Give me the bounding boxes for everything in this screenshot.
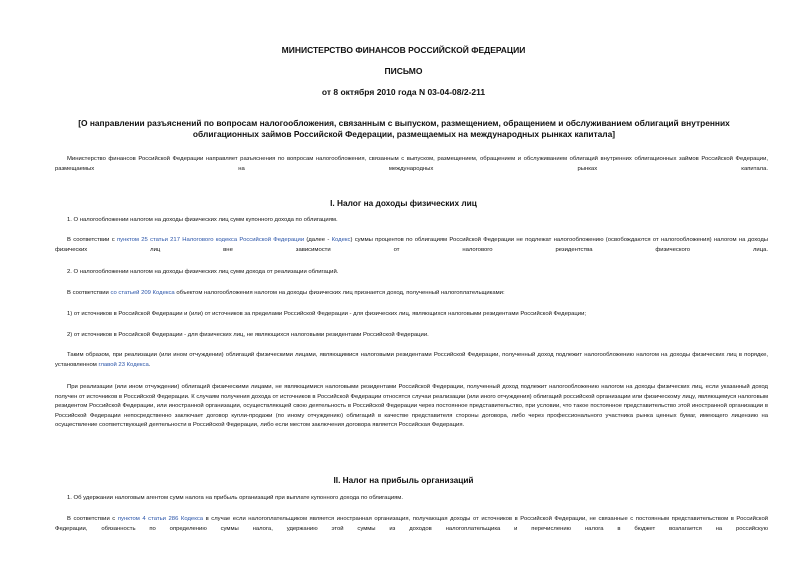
document-subject: [О направлении разъяснений по вопросам налогообложения, связанным с выпуском, размещением, обращением и обслуживанием облигаций внутренних облигационных займов Российской Федерации, размещаемых на международных рынках капитала] [78,118,730,139]
s1-paragraph-1: 1. О налогообложении налогом на доходы физических лиц сумм купонного дохода по облигациям. [67,217,338,223]
s2-paragraph-2: В соответствии с пунктом 4 статьи 286 Кодекса в случае если налогоплательщиком является иностранная организация, получающая доходы от источников в Российской Федерации, не связанные с постоянным представительством в Российской Федерации, обязанность по определению суммы налога, удержанию этой суммы из доходов налогоплательщика и перечислению налога в бюджет возлагается на российскую [55,516,769,532]
s1-paragraph-3: 2. О налогообложении налогом на доходы физических лиц сумм дохода от реализации облигаций. [67,269,339,275]
ministry-heading: МИНИСТЕРСТВО ФИНАНСОВ РОССИЙСКОЙ ФЕДЕРАЦИИ [281,45,526,55]
link-article-217[interactable]: пунктом 25 статьи 217 Налогового кодекса Российской Федерации [116,237,305,243]
s1-paragraph-2: В соответствии с пунктом 25 статьи 217 Налогового кодекса Российской Федерации (далее - Кодекс) суммы процентов по облигациям Российской Федерации не подлежат налогообложению (освобождаются от налогообложения) налогом на доходы физических лиц вне зависимости от налогового резидентства физического лица. [55,237,768,253]
s1-paragraph-7: Таким образом, при реализации (или ином отчуждении) облигаций физическими лицами, являющимися налоговыми резидентами Российской Федерации, полученный доход подлежит налогообложению налогом на доходы физических лиц в порядке, установленном главой 23 Кодекса. [55,352,768,368]
section-1-title: I. Налог на доходы физических лиц [330,198,477,208]
s1-paragraph-5: 1) от источников в Российской Федерации и (или) от источников за пределами Российской Федерации - для физических лиц, являющихся налоговыми резидентами Российской Федерации; [67,311,587,317]
document-date-number: от 8 октября 2010 года N 03-04-08/2-211 [321,87,486,97]
intro-paragraph: Министерство финансов Российской Федерации направляет разъяснения по вопросам налогообложения, связанным с выпуском, размещением, обращением и обслуживанием облигаций внутренних облигационных займов Российской Федерации, размещаемых на международных рынках капитала. [55,156,768,172]
section-2-title: II. Налог на прибыль организаций [333,475,474,485]
link-code[interactable]: Кодекс [331,237,351,243]
s1-paragraph-6: 2) от источников в Российской Федерации - для физических лиц, не являющихся налоговыми резидентами Российской Федерации. [67,332,429,338]
document-type: ПИСЬМО [384,66,423,76]
s1-paragraph-4: В соответствии со статьей 209 Кодекса объектом налогообложения налогом на доходы физических лиц признается доход, полученный налогоплательщиками: [67,290,505,296]
link-chapter-23[interactable]: главой 23 Кодекса [98,361,149,368]
link-article-286[interactable]: пунктом 4 статьи 286 Кодекса [117,516,204,522]
s2-paragraph-1: 1. Об удержании налоговым агентом сумм налога на прибыль организаций при выплате купонного дохода по облигациям. [67,495,403,501]
link-article-209[interactable]: со статьей 209 Кодекса [110,290,175,296]
s1-paragraph-8: При реализации (или ином отчуждении) облигаций физическими лицами, не являющимися налоговыми резидентами Российской Федерации, полученный доход подлежит налогообложению налогом на доходы физических лиц, если указанный доход получен от источников в Российской Федерации. К случаям получения дохода от источников в Российской Федерации относятся случаи реализации (или иного отчуждения) облигаций российской организации или физическому лицу, являющемуся налоговым резидентом Российской Федерации, или иностранной организации, осуществляющей свою деятельность в Российской Федерации через постоянное представительство, при условии, что такое постоянное представительство этой иностранной организации в Российской Федерации непосредственно заключает договор купли-продажи (по иному отчуждению) облигаций в качестве представителя стороны договора, либо через профессионального участника рынка ценных бумаг, имеющего лицензию на осуществление соответствующей деятельности в Российской Федерации, либо если местом заключения договора является Российская Федерация. [55,384,768,429]
